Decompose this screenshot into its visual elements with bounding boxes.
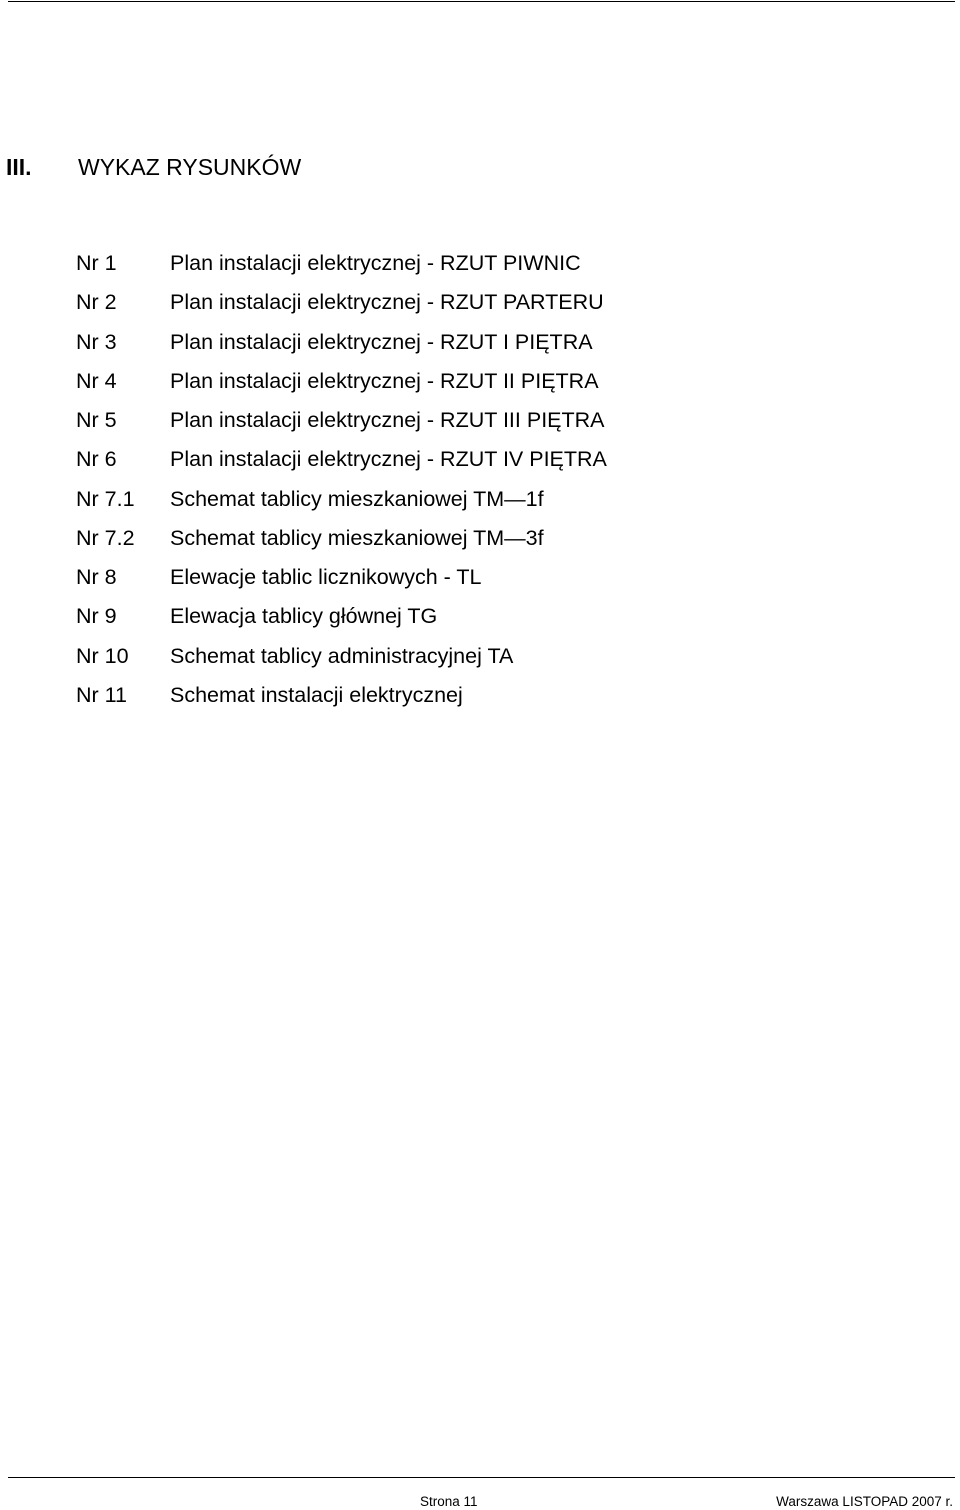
drawing-title: Plan instalacji elektrycznej - RZUT III PIĘTRA (170, 408, 605, 432)
drawing-row (0, 287, 960, 326)
drawing-number: Nr 5 (76, 408, 117, 432)
place-date: Warszawa LISTOPAD 2007 r. (776, 1494, 953, 1509)
drawing-row (0, 523, 960, 562)
drawing-number: Nr 9 (76, 604, 117, 629)
drawing-title: Elewacja tablicy głównej TG (170, 604, 438, 629)
drawing-title: Elewacje tablic licznikowych - TL (170, 565, 482, 589)
drawing-row (0, 405, 960, 444)
section-number: III. (6, 154, 32, 180)
drawing-row (0, 366, 960, 405)
drawing-row (0, 444, 960, 483)
drawing-number: Nr 10 (76, 643, 129, 668)
drawing-row (0, 248, 960, 287)
drawing-number: Nr 7.1 (76, 486, 135, 511)
section-title: WYKAZ RYSUNKÓW (78, 154, 302, 180)
header-rule (8, 1, 955, 2)
drawing-number: Nr 7.2 (76, 525, 135, 550)
drawing-title: Plan instalacji elektrycznej - RZUT PIWNIC (170, 251, 581, 275)
drawing-title: Schemat tablicy mieszkaniowej TM—3f (170, 525, 544, 550)
drawing-title: Plan instalacji elektrycznej - RZUT II PIĘTRA (170, 368, 599, 393)
drawing-number: Nr 11 (76, 682, 127, 707)
drawing-number: Nr 6 (76, 447, 117, 472)
drawing-number: Nr 2 (76, 290, 117, 315)
drawing-row (0, 562, 960, 601)
drawing-row (0, 484, 960, 523)
drawing-number: Nr 3 (76, 329, 117, 354)
drawing-title: Schemat instalacji elektrycznej (170, 682, 463, 707)
drawing-title: Schemat tablicy administracyjnej TA (170, 643, 514, 668)
drawing-title: Plan instalacji elektrycznej - RZUT I PIĘTRA (170, 329, 593, 354)
footer-rule (8, 1477, 955, 1478)
drawing-number: Nr 4 (76, 368, 117, 393)
drawing-number: Nr 8 (76, 565, 117, 589)
drawing-number: Nr 1 (76, 251, 117, 275)
drawing-row (0, 641, 960, 680)
drawing-title: Plan instalacji elektrycznej - RZUT PARTERU (170, 290, 604, 315)
drawing-row (0, 680, 960, 719)
drawing-title: Plan instalacji elektrycznej - RZUT IV PIĘTRA (170, 447, 607, 472)
drawing-title: Schemat tablicy mieszkaniowej TM—1f (170, 486, 544, 511)
drawing-row (0, 327, 960, 366)
drawing-list (0, 248, 960, 719)
page-number: Strona 11 (420, 1494, 478, 1509)
drawing-row (0, 601, 960, 640)
